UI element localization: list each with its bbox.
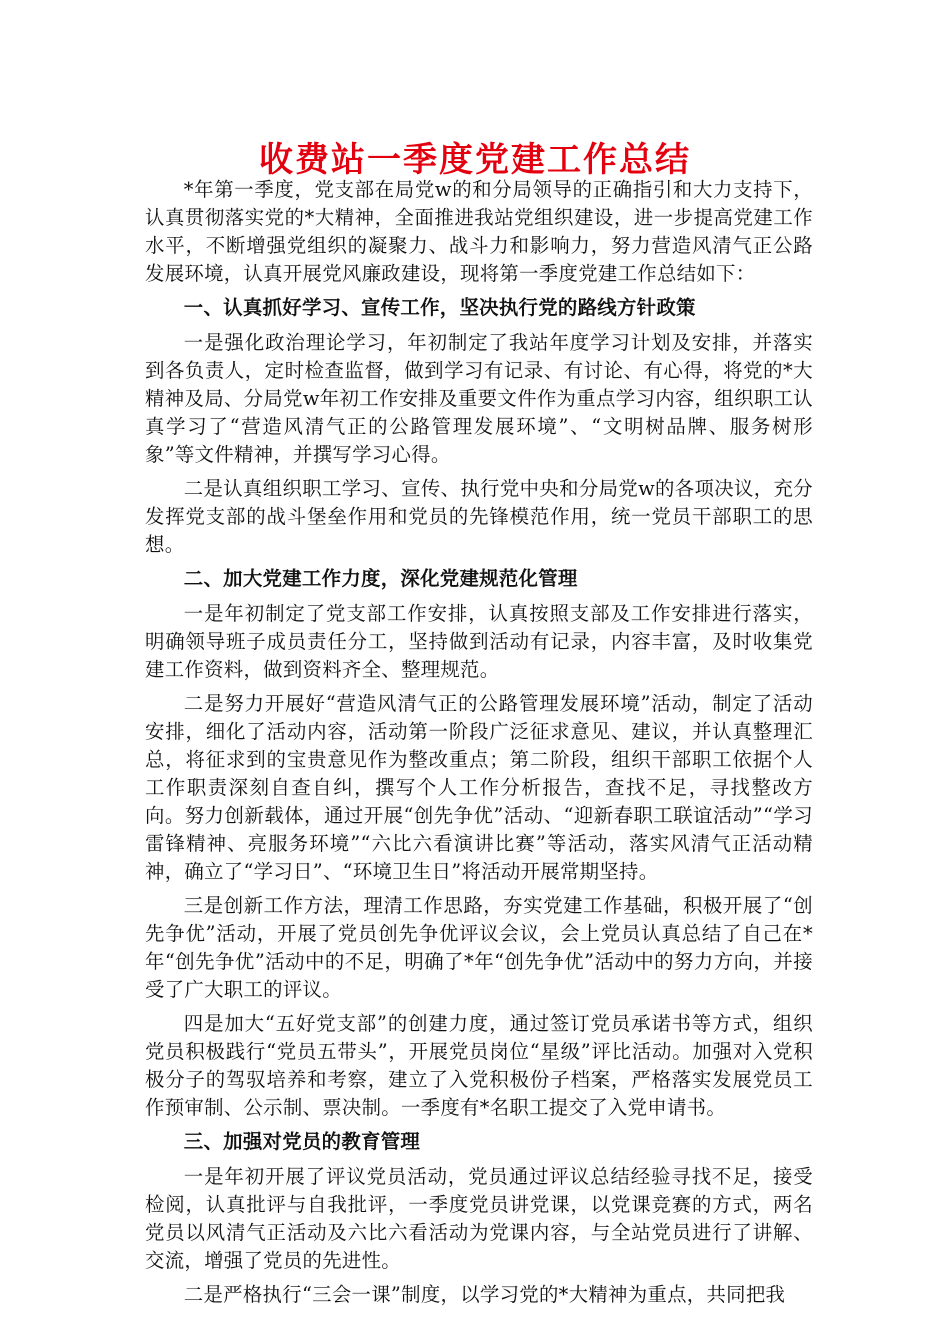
document-title: 收费站一季度党建工作总结 <box>259 140 691 180</box>
section-3-heading: 三、加强对党员的教育管理 <box>183 1130 421 1153</box>
section-2-paragraph-4: 四是加大“五好党支部”的创建力度，通过签订党员承诺书等方式，组织党员积极践行“党员五带头”，开展党员岗位“星级”评比活动。加强对入党积极分子的驾驭培养和考察，建立了入党积极份子档案，严格落实发展党员工作预审制、公示制、票决制。一季度有*名职工提交了入党申请书。 <box>145 1012 813 1119</box>
section-1-paragraph-1: 一是强化政治理论学习，年初制定了我站年度学习计划及安排，并落实到各负责人，定时检查监督，做到学习有记录、有讨论、有心得，将党的*大精神及局、分局党w年初工作安排及重要文件作为重点学习内容，组织职工认真学习了“营造风清气正的公路管理发展环境”、“文明树品牌、服务树形象”等文件精神，并撰写学习心得。 <box>145 331 813 466</box>
section-2-paragraph-3: 三是创新工作方法，理清工作思路，夯实党建工作基础，积极开展了“创先争优”活动，开展了党员创先争优评议会议，会上党员认真总结了自己在*年“创先争优”活动中的不足，明确了*年“创先争优”活动中的努力方向，并接受了广大职工的评议。 <box>145 894 813 1001</box>
section-2-heading: 二、加大党建工作力度，深化党建规范化管理 <box>183 567 578 590</box>
intro-paragraph: *年第一季度，党支部在局党w的和分局领导的正确指引和大力支持下，认真贯彻落实党的*大精神，全面推进我站党组织建设，进一步提高党建工作水平，不断增强党组织的凝聚力、战斗力和影响力，努力营造风清气正公路发展环境，认真开展党风廉政建设，现将第一季度党建工作总结如下： <box>145 178 813 285</box>
document-body <box>145 176 813 1315</box>
section-3-paragraph-2: 二是严格执行“三会一课”制度，以学习党的*大精神为重点，共同把我 <box>183 1283 786 1306</box>
section-1-heading: 一、认真抓好学习、宣传工作，坚决执行党的路线方针政策 <box>183 296 696 319</box>
section-3-paragraph-1: 一是年初开展了评议党员活动，党员通过评议总结经验寻找不足，接受检阅，认真批评与自我批评，一季度党员讲党课，以党课竞赛的方式，两名党员以风清气正活动及六比六看活动为党课内容，与全站党员进行了讲解、交流，增强了党员的先进性。 <box>145 1165 813 1272</box>
section-2-paragraph-1: 一是年初制定了党支部工作安排，认真按照支部及工作安排进行落实，明确领导班子成员责任分工，坚持做到活动有记录，内容丰富，及时收集党建工作资料，做到资料齐全、整理规范。 <box>145 602 813 681</box>
section-2-paragraph-2: 二是努力开展好“营造风清气正的公路管理发展环境”活动，制定了活动安排，细化了活动内容，活动第一阶段广泛征求意见、建议，并认真整理汇总，将征求到的宝贵意见作为整改重点；第二阶段，组织干部职工依据个人工作职责深刻自查自纠，撰写个人工作分析报告，查找不足，寻找整改方向。努力创新载体，通过开展“创先争优”活动、“迎新春职工联谊活动”“学习雷锋精神、亮服务环境”“六比六看演讲比赛”等活动，落实风清气正活动精神，确立了“学习日”、“环境卫生日”将活动开展常期坚持。 <box>145 692 813 883</box>
section-1-paragraph-2: 二是认真组织职工学习、宣传、执行党中央和分局党w的各项决议，充分发挥党支部的战斗堡垒作用和党员的先锋模范作用，统一党员干部职工的思想。 <box>145 477 813 556</box>
